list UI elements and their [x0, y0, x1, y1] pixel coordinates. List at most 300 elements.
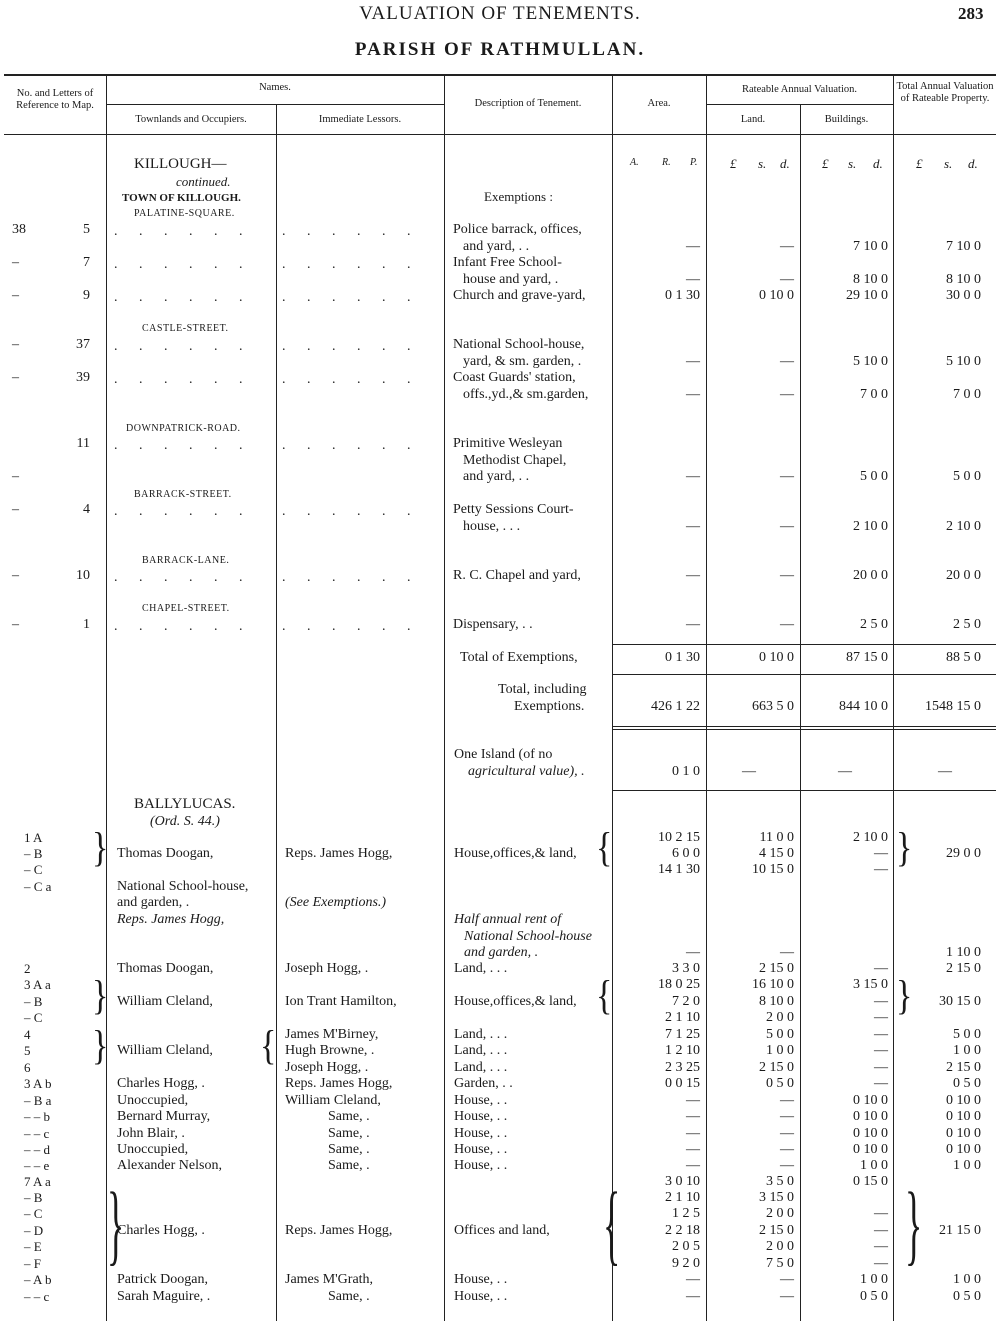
ballylucas-occupier: Alexander Nelson,: [117, 1158, 222, 1173]
exemption-ref-number: 9: [83, 288, 90, 303]
exemption-ref-townland: –: [12, 469, 19, 484]
brace-total-2: }: [896, 974, 913, 1019]
ballylucas-description: House,offices,& land,: [454, 846, 577, 861]
ballylucas-ref: 6: [24, 1060, 31, 1075]
unit-r: R.: [662, 157, 671, 168]
exemption-ref-number: 4: [83, 502, 90, 517]
street-downpatrick: DOWNPATRICK-ROAD.: [126, 423, 241, 434]
exemption-area: —: [686, 239, 700, 254]
exemption-buildings: 5 10 0: [853, 354, 888, 369]
ballylucas-land: 7 5 0: [766, 1256, 794, 1271]
parish-title: PARISH OF RATHMULLAN.: [354, 39, 646, 60]
ballylucas-area: —: [686, 1093, 700, 1108]
ballylucas-buildings: —: [874, 1043, 888, 1058]
ballylucas-ref: – C a: [24, 879, 52, 894]
brace-right-2: {: [596, 974, 613, 1019]
exemption-ref-number: 7: [83, 255, 90, 270]
exemption-total: 7 0 0: [953, 387, 981, 402]
exemption-buildings: 5 0 0: [860, 469, 888, 484]
ballylucas-lessor: James M'Birney,: [285, 1027, 379, 1042]
ballylucas-description: Land, . . .: [454, 1043, 508, 1058]
ballylucas-ref: – – c: [24, 1126, 50, 1141]
ballylucas-total: 1 0 0: [953, 1043, 981, 1058]
brace-left-2: }: [92, 974, 109, 1019]
ballylucas-description: Garden, . .: [454, 1076, 513, 1091]
ballylucas-land: 1 0 0: [766, 1043, 794, 1058]
total-including-area: 426 1 22: [651, 699, 700, 714]
header-land: Land.: [740, 114, 766, 125]
header-total: Total Annual Valuation of Rateable Property.: [896, 81, 994, 104]
exemption-total: 2 10 0: [946, 519, 981, 534]
ballylucas-land: 2 15 0: [759, 1223, 794, 1238]
exemption-dots-lessor: . . . . . .: [282, 339, 420, 354]
exemption-total: 5 10 0: [946, 354, 981, 369]
unit-p: P.: [690, 157, 698, 168]
ballylucas-occupier: National School-house,: [117, 879, 249, 894]
ballylucas-ref: – – e: [24, 1158, 50, 1173]
exemption-area: —: [686, 387, 700, 402]
ballylucas-description: House, . .: [454, 1109, 508, 1124]
ballylucas-buildings: 3 15 0: [853, 977, 888, 992]
ballylucas-occupier: Patrick Doogan,: [117, 1272, 208, 1287]
ballylucas-area: 2 2 18: [665, 1223, 700, 1238]
ballylucas-land: 8 10 0: [759, 994, 794, 1009]
ballylucas-occupier: Sarah Maguire, .: [117, 1289, 211, 1304]
ballylucas-ref: – – c: [24, 1289, 50, 1304]
exemption-description: Primitive Wesleyan: [453, 436, 563, 451]
ballylucas-ref: – B: [24, 1190, 43, 1205]
ballylucas-land: —: [780, 1126, 794, 1141]
ballylucas-land: —: [780, 1289, 794, 1304]
exemption-ref-townland: 38: [12, 222, 26, 237]
island-buildings: —: [838, 764, 852, 779]
ballylucas-land: —: [780, 1142, 794, 1157]
exemption-ref-number: 1: [83, 617, 90, 632]
exemption-ref-townland: –: [12, 337, 19, 352]
ballylucas-buildings: 0 10 0: [853, 1126, 888, 1141]
exemption-buildings: 7 10 0: [853, 239, 888, 254]
unit-build-l: £: [822, 156, 829, 171]
ballylucas-description: Land, . . .: [454, 1060, 508, 1075]
ballylucas-area: —: [686, 1109, 700, 1124]
exemption-buildings: 29 10 0: [846, 288, 888, 303]
exemption-description: Church and grave-yard,: [453, 288, 586, 303]
totals-bottom-rule-2: [612, 729, 996, 730]
ballylucas-area: 3 3 0: [672, 961, 700, 976]
ballylucas-buildings: 0 5 0: [860, 1289, 888, 1304]
ballylucas-land: 0 5 0: [766, 1076, 794, 1091]
ballylucas-buildings: —: [874, 1206, 888, 1221]
ballylucas-land: 11 0 0: [759, 830, 794, 845]
ballylucas-total: 0 10 0: [946, 1093, 981, 1108]
ballylucas-lessor: Joseph Hogg, .: [285, 961, 369, 976]
exemption-description-2: and yard, . .: [463, 239, 530, 254]
header-lessors: Immediate Lessors.: [318, 114, 402, 125]
island-rule: [612, 790, 996, 791]
exemption-dots-occupier: . . . . . .: [114, 504, 252, 519]
ballylucas-occupier: Bernard Murray,: [117, 1109, 211, 1124]
exemption-land: —: [780, 354, 794, 369]
exemption-land: —: [780, 239, 794, 254]
ballylucas-area: 2 3 25: [665, 1060, 700, 1075]
exemption-buildings: 8 10 0: [853, 272, 888, 287]
street-castle: CASTLE-STREET.: [142, 323, 229, 334]
exemption-description: R. C. Chapel and yard,: [453, 568, 581, 583]
total-including-label-1: Total, including: [498, 682, 587, 697]
ballylucas-land: —: [780, 1109, 794, 1124]
ballylucas-lessor: Same, .: [328, 1126, 370, 1141]
brace-left-3: }: [92, 1024, 109, 1069]
exemption-description: Coast Guards' station,: [453, 370, 576, 385]
total-including-land: 663 5 0: [752, 699, 794, 714]
exemption-total: 5 0 0: [953, 469, 981, 484]
ballylucas-buildings: 1 0 0: [860, 1272, 888, 1287]
exemption-dots-lessor: . . . . . .: [282, 619, 420, 634]
ballylucas-ref: – A b: [24, 1272, 52, 1287]
ballylucas-area: 6 0 0: [672, 846, 700, 861]
ballylucas-land: —: [780, 1093, 794, 1108]
exemption-total: 30 0 0: [946, 288, 981, 303]
ballylucas-land: —: [780, 945, 794, 960]
ballylucas-occupier: Charles Hogg, .: [117, 1076, 205, 1091]
ballylucas-description: House, . .: [454, 1289, 508, 1304]
ballylucas-land: 2 0 0: [766, 1206, 794, 1221]
ballylucas-ref: – B a: [24, 1093, 52, 1108]
total-exemptions-area: 0 1 30: [665, 650, 700, 665]
ballylucas-buildings: —: [874, 1027, 888, 1042]
ballylucas-total: 1 0 0: [953, 1272, 981, 1287]
ballylucas-total: 29 0 0: [946, 846, 981, 861]
exemption-land: —: [780, 568, 794, 583]
ballylucas-ref: – – b: [24, 1109, 50, 1124]
exemption-land: —: [780, 387, 794, 402]
ballylucas-occupier: Charles Hogg, .: [117, 1223, 205, 1238]
ballylucas-land: 2 15 0: [759, 961, 794, 976]
exemption-dots-occupier: . . . . . .: [114, 570, 252, 585]
section-continued: continued.: [176, 174, 231, 189]
ballylucas-ref: – C: [24, 1010, 43, 1025]
exemption-total: 8 10 0: [946, 272, 981, 287]
ballylucas-description: House, . .: [454, 1272, 508, 1287]
ballylucas-description: House, . .: [454, 1093, 508, 1108]
ballylucas-buildings: —: [874, 1010, 888, 1025]
ballylucas-land: 3 5 0: [766, 1174, 794, 1189]
total-exemptions-label: Total of Exemptions,: [460, 650, 578, 665]
header-townlands: Townlands and Occupiers.: [135, 114, 247, 125]
ballylucas-ref: – E: [24, 1239, 42, 1254]
ballylucas-total: 1 0 0: [953, 1158, 981, 1173]
ballylucas-land: 2 0 0: [766, 1010, 794, 1025]
ballylucas-area: 3 0 10: [665, 1174, 700, 1189]
ballylucas-lessor: William Cleland,: [285, 1093, 381, 1108]
ballylucas-occupier: Unoccupied,: [117, 1142, 189, 1157]
total-exemptions-buildings: 87 15 0: [846, 650, 888, 665]
header-bottom-rule: [4, 134, 996, 135]
exemption-description: Infant Free School-: [453, 255, 562, 270]
totals-mid-rule: [612, 674, 996, 675]
page-title: VALUATION OF TENEMENTS.: [359, 3, 641, 24]
col-divider-ref: [106, 74, 107, 1321]
header-buildings: Buildings.: [824, 114, 869, 125]
ballylucas-total: 0 10 0: [946, 1142, 981, 1157]
header-ref: No. and Letters of Reference to Map.: [16, 88, 94, 111]
ballylucas-area: 7 2 0: [672, 994, 700, 1009]
ballylucas-total: 2 15 0: [946, 961, 981, 976]
ballylucas-lessor: Reps. James Hogg,: [285, 846, 393, 861]
ballylucas-ref: 4: [24, 1027, 31, 1042]
exemption-area: —: [686, 568, 700, 583]
exemption-description: Petty Sessions Court-: [453, 502, 574, 517]
exemption-ref-townland: –: [12, 502, 19, 517]
ballylucas-total: 0 10 0: [946, 1109, 981, 1124]
brace-left-4: }: [106, 1175, 125, 1274]
ballylucas-area: 18 0 25: [658, 977, 700, 992]
exemption-area: —: [686, 354, 700, 369]
ballylucas-description: Land, . . .: [454, 961, 508, 976]
ballylucas-area: 2 0 5: [672, 1239, 700, 1254]
ballylucas-buildings: 0 10 0: [853, 1109, 888, 1124]
header-rateable: Rateable Annual Valuation.: [742, 84, 857, 95]
total-including-buildings: 844 10 0: [839, 699, 888, 714]
exemption-dots-occupier: . . . . . .: [114, 290, 252, 305]
ballylucas-occupier: William Cleland,: [117, 1043, 213, 1058]
ballylucas-buildings: —: [874, 862, 888, 877]
street-barrack: BARRACK-STREET.: [134, 489, 232, 500]
total-exemptions-total: 88 5 0: [946, 650, 981, 665]
ballylucas-area: 0 0 15: [665, 1076, 700, 1091]
ballylucas-description: and garden, .: [464, 945, 539, 960]
ballylucas-lessor: Same, .: [328, 1109, 370, 1124]
ballylucas-description: House, . .: [454, 1142, 508, 1157]
ballylucas-area: —: [686, 1289, 700, 1304]
ballylucas-occupier: John Blair, .: [117, 1126, 185, 1141]
ballylucas-area: 9 2 0: [672, 1256, 700, 1271]
exemption-land: 0 10 0: [759, 288, 794, 303]
ballylucas-ref: – B: [24, 994, 43, 1009]
island-area: 0 1 0: [672, 764, 700, 779]
ballylucas-ref: – B: [24, 846, 43, 861]
exemption-buildings: 20 0 0: [853, 568, 888, 583]
ballylucas-lessor: Same, .: [328, 1289, 370, 1304]
street-barrack-lane: BARRACK-LANE.: [142, 555, 230, 566]
exemption-dots-lessor: . . . . . .: [282, 438, 420, 453]
total-including-label-2: Exemptions.: [514, 699, 585, 714]
exemption-dots-lessor: . . . . . .: [282, 290, 420, 305]
brace-total-1: }: [896, 826, 913, 871]
exemption-dots-lessor: . . . . . .: [282, 257, 420, 272]
exemption-description-2: yard, & sm. garden, .: [463, 354, 582, 369]
exemption-ref-number: 37: [76, 337, 90, 352]
exemption-description: National School-house,: [453, 337, 585, 352]
exemption-buildings: 7 0 0: [860, 387, 888, 402]
ballylucas-buildings: —: [874, 846, 888, 861]
exemption-dots-lessor: . . . . . .: [282, 570, 420, 585]
exemption-ref-townland: –: [12, 617, 19, 632]
ballylucas-description: Land, . . .: [454, 1027, 508, 1042]
ballylucas-occupier: Reps. James Hogg,: [117, 912, 225, 927]
ballylucas-land: 4 15 0: [759, 846, 794, 861]
ballylucas-land: —: [780, 1158, 794, 1173]
exemption-ref-number: 11: [76, 436, 90, 451]
ballylucas-total: 0 5 0: [953, 1289, 981, 1304]
ballylucas-buildings: —: [874, 994, 888, 1009]
ballylucas-lessor: Joseph Hogg, .: [285, 1060, 369, 1075]
ballylucas-buildings: —: [874, 1223, 888, 1238]
ballylucas-buildings: 0 15 0: [853, 1174, 888, 1189]
ballylucas-description: Half annual rent of: [454, 912, 562, 927]
ballylucas-buildings: —: [874, 1239, 888, 1254]
ballylucas-area: —: [686, 1272, 700, 1287]
ballylucas-area: 1 2 10: [665, 1043, 700, 1058]
exemption-land: —: [780, 617, 794, 632]
ballylucas-buildings: —: [874, 961, 888, 976]
header-description: Description of Tenement.: [474, 98, 582, 109]
ballylucas-area: 2 1 10: [665, 1190, 700, 1205]
exemption-dots-occupier: . . . . . .: [114, 438, 252, 453]
ballylucas-area: 2 1 10: [665, 1010, 700, 1025]
island-land: —: [742, 764, 756, 779]
section-town: TOWN OF KILLOUGH.: [122, 192, 241, 204]
ballylucas-ref: – C: [24, 1206, 43, 1221]
unit-land-l: £: [730, 156, 737, 171]
ballylucas-ref: 1 A: [24, 830, 43, 845]
unit-build-d: d.: [873, 156, 883, 171]
exemption-dots-lessor: . . . . . .: [282, 372, 420, 387]
ballylucas-buildings: —: [874, 1060, 888, 1075]
exemption-description-2: offs.,yd.,& sm.garden,: [463, 387, 589, 402]
exemption-area: 0 1 30: [665, 288, 700, 303]
header-names: Names.: [259, 82, 291, 93]
unit-build-s: s.: [848, 156, 857, 171]
col-divider-names: [276, 104, 277, 1321]
ballylucas-description: National School-house: [464, 929, 592, 944]
ballylucas-description: House, . .: [454, 1158, 508, 1173]
ballylucas-lessor: (See Exemptions.): [285, 895, 387, 910]
ballylucas-land: 16 10 0: [752, 977, 794, 992]
exemption-dots-occupier: . . . . . .: [114, 372, 252, 387]
exemption-description-2: Methodist Chapel,: [463, 453, 567, 468]
ballylucas-occupier: Thomas Doogan,: [117, 846, 214, 861]
exemption-description: Dispensary, . .: [453, 617, 533, 632]
ballylucas-ref: – F: [24, 1256, 41, 1271]
exemption-total: 20 0 0: [946, 568, 981, 583]
exemption-description-2: house and yard, .: [463, 272, 559, 287]
exemption-description-2: house, . . .: [463, 519, 521, 534]
ballylucas-occupier: William Cleland,: [117, 994, 213, 1009]
street-palatine: PALATINE-SQUARE.: [134, 208, 235, 219]
ballylucas-occupier: Unoccupied,: [117, 1093, 189, 1108]
ballylucas-lessor: Same, .: [328, 1158, 370, 1173]
exemption-ref-townland: –: [12, 288, 19, 303]
ballylucas-ref: 3 A b: [24, 1076, 52, 1091]
section-ballylucas: BALLYLUCAS.: [134, 796, 236, 812]
ballylucas-buildings: —: [874, 1256, 888, 1271]
ballylucas-total: 0 5 0: [953, 1076, 981, 1091]
ballylucas-ref: – D: [24, 1223, 44, 1238]
ballylucas-ref: – – d: [24, 1142, 50, 1157]
exemption-dots-occupier: . . . . . .: [114, 619, 252, 634]
ballylucas-total: 5 0 0: [953, 1027, 981, 1042]
exemption-area: —: [686, 519, 700, 534]
ballylucas-area: 14 1 30: [658, 862, 700, 877]
exemption-dots-occupier: . . . . . .: [114, 257, 252, 272]
ballylucas-lessor: Reps. James Hogg,: [285, 1223, 393, 1238]
ballylucas-area: —: [686, 1142, 700, 1157]
ballylucas-area: 1 2 5: [672, 1206, 700, 1221]
exemption-total: 2 5 0: [953, 617, 981, 632]
total-exemptions-land: 0 10 0: [759, 650, 794, 665]
exemption-area: —: [686, 617, 700, 632]
exemption-description: Police barrack, offices,: [453, 222, 582, 237]
exemption-description-3: and yard, . .: [463, 469, 530, 484]
ballylucas-land: 10 15 0: [752, 862, 794, 877]
exemption-buildings: 2 5 0: [860, 617, 888, 632]
island-total: —: [938, 764, 952, 779]
ballylucas-area: 7 1 25: [665, 1027, 700, 1042]
section-killough: KILLOUGH—: [134, 156, 227, 172]
total-including-total: 1548 15 0: [925, 699, 981, 714]
table-top-rule: [4, 74, 996, 76]
unit-a: A.: [630, 157, 639, 168]
ballylucas-lessor: Ion Trant Hamilton,: [285, 994, 397, 1009]
ballylucas-lessor: Hugh Browne, .: [285, 1043, 375, 1058]
ballylucas-total: 21 15 0: [939, 1223, 981, 1238]
ballylucas-buildings: 2 10 0: [853, 830, 888, 845]
exemption-total: 7 10 0: [946, 239, 981, 254]
totals-bottom-rule: [612, 726, 996, 727]
exemption-buildings: 2 10 0: [853, 519, 888, 534]
ballylucas-area: 10 2 15: [658, 830, 700, 845]
ballylucas-lessor: Reps. James Hogg,: [285, 1076, 393, 1091]
exemption-area: —: [686, 469, 700, 484]
ballylucas-total: 0 10 0: [946, 1126, 981, 1141]
exemption-ref-number: 39: [76, 370, 90, 385]
col-divider-lessors: [444, 74, 445, 1321]
ballylucas-total: 2 15 0: [946, 1060, 981, 1075]
ballylucas-ref: – C: [24, 862, 43, 877]
exemption-land: —: [780, 272, 794, 287]
exemption-dots-occupier: . . . . . .: [114, 339, 252, 354]
exemption-ref-townland: –: [12, 370, 19, 385]
exemption-ref-number: 5: [83, 222, 90, 237]
exemption-area: —: [686, 272, 700, 287]
ballylucas-total: 30 15 0: [939, 994, 981, 1009]
ballylucas-land: 2 15 0: [759, 1060, 794, 1075]
brace-right-4: {: [602, 1175, 621, 1274]
exemption-land: —: [780, 519, 794, 534]
exemption-ref-townland: –: [12, 255, 19, 270]
street-chapel: CHAPEL-STREET.: [142, 603, 230, 614]
page-number: 283: [958, 4, 984, 23]
totals-top-rule: [612, 644, 996, 645]
ballylucas-land: 3 15 0: [759, 1190, 794, 1205]
section-exemptions: Exemptions :: [484, 189, 553, 204]
ballylucas-ref: 2: [24, 961, 31, 976]
ballylucas-ref: 5: [24, 1043, 31, 1058]
ballylucas-land: 5 0 0: [766, 1027, 794, 1042]
ballylucas-area: —: [686, 1158, 700, 1173]
unit-total-s: s.: [944, 156, 953, 171]
unit-total-d: d.: [968, 156, 978, 171]
ballylucas-lessor: Same, .: [328, 1142, 370, 1157]
exemption-dots-occupier: . . . . . .: [114, 224, 252, 239]
exemption-land: —: [780, 469, 794, 484]
ballylucas-ref: 3 A a: [24, 977, 51, 992]
ballylucas-buildings: —: [874, 1076, 888, 1091]
ballylucas-occupier: and garden, .: [117, 895, 190, 910]
ballylucas-buildings: 1 0 0: [860, 1158, 888, 1173]
island-label-2: agricultural value), .: [468, 764, 585, 779]
